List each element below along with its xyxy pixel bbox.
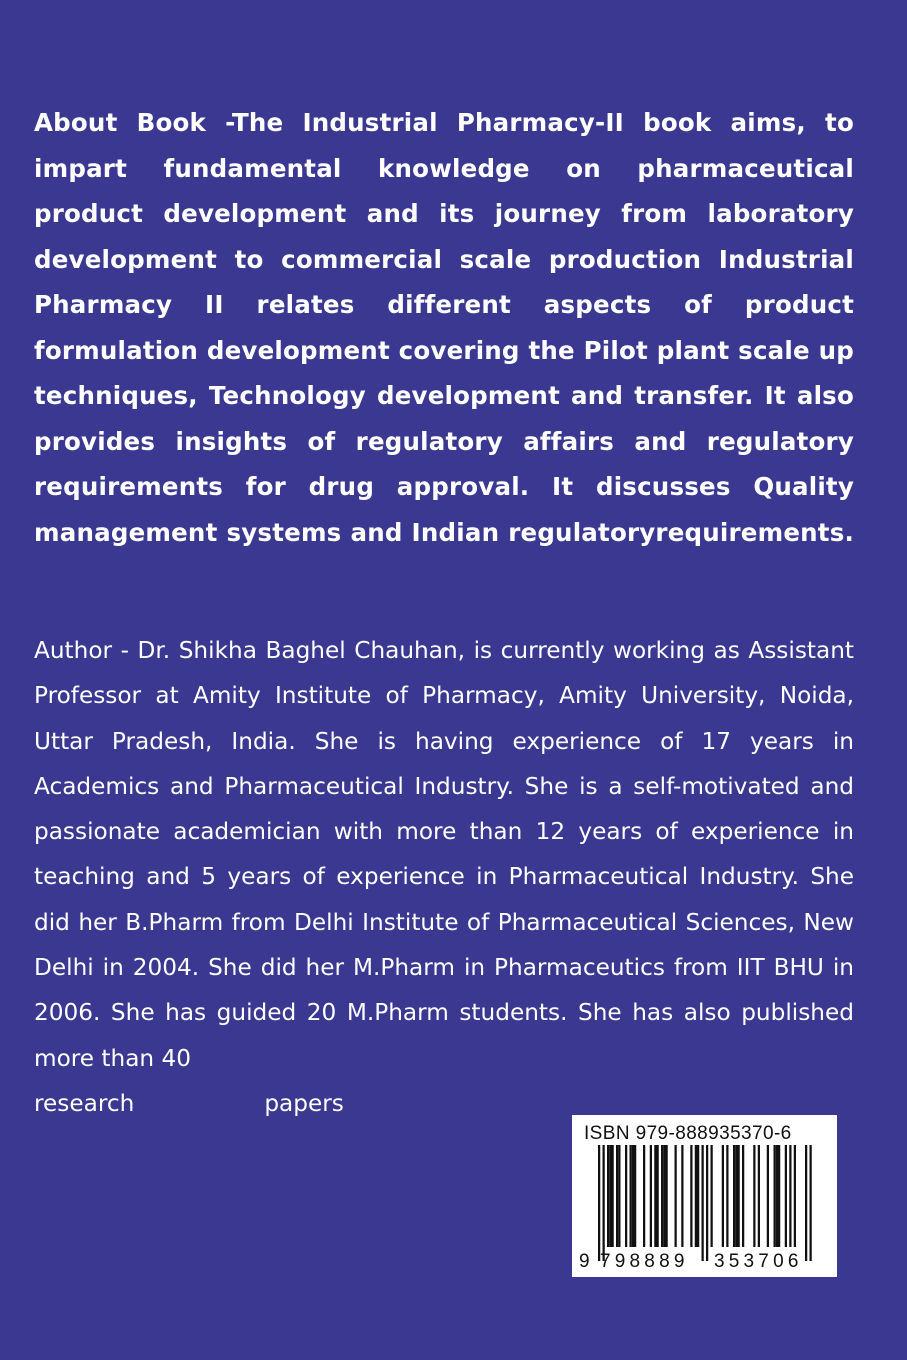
barcode-bar xyxy=(657,1145,659,1247)
barcode-bar xyxy=(789,1145,791,1247)
barcode-bar xyxy=(810,1145,812,1261)
barcode-bar xyxy=(726,1145,728,1247)
barcode-bar xyxy=(612,1145,614,1247)
barcode-digit-group-1: 798889 xyxy=(600,1251,689,1272)
author-bio-paragraph xyxy=(34,628,854,1126)
barcode-bar xyxy=(774,1145,776,1247)
barcode-bar xyxy=(758,1145,760,1247)
barcode-bar xyxy=(776,1145,778,1247)
barcode-bar xyxy=(794,1145,796,1247)
barcode-bar xyxy=(733,1145,735,1247)
barcode-bar xyxy=(702,1145,704,1261)
barcode-bar xyxy=(722,1145,724,1247)
barcode-bar xyxy=(634,1145,636,1247)
barcode-bar xyxy=(681,1145,683,1247)
barcode-bar xyxy=(805,1145,807,1261)
barcode-bar xyxy=(690,1145,692,1247)
barcode-bar xyxy=(650,1145,652,1247)
barcode-bar xyxy=(666,1145,668,1247)
about-book-paragraph: About Book -The Industrial Pharmacy-II book aims, to impart fundamental knowledge on pharmaceutical product development and its journey from laboratory development to commercial scale production Industrial Pharmacy II relates different aspects of product formulation development covering the Pilot plant scale up techniques, Technology development and transfer. It also provides insights of regulatory affairs and regulatory requirements for drug approval. It discusses Quality management systems and Indian regulatoryrequirements. xyxy=(34,108,854,547)
author-bio-text: Author - Dr. Shikha Baghel Chauhan, is currently working as Assistant Professor at Amity Institute of Pharmacy, Amity University, Noida, Uttar Pradesh, India. She is having experience of 17 years in Academics and Pharmaceutical Industry. She is a self-motivated and passionate academician with more than 12 years of experience in teaching and 5 years of experience in Pharmaceutical Industry. She did her B.Pharm from Delhi Institute of Pharmaceutical Sciences, New Delhi in 2004. She did her M.Pharm in Pharmaceutics from IIT BHU in 2006. She has guided 20 M.Pharm students. She has also published more than 40 xyxy=(34,637,854,1072)
isbn-label: ISBN 979-888935370-6 xyxy=(584,1123,792,1144)
barcode-bar xyxy=(697,1145,699,1247)
author-bio-word-papers: papers xyxy=(264,1089,344,1117)
barcode-bar xyxy=(675,1145,677,1247)
barcode-bar xyxy=(625,1145,627,1247)
barcode-bar xyxy=(618,1145,620,1247)
barcode-bar xyxy=(603,1145,605,1261)
barcode-bar xyxy=(778,1145,780,1247)
barcode-bar xyxy=(711,1145,713,1247)
barcode-bar xyxy=(630,1145,632,1247)
barcode-bar xyxy=(706,1145,708,1261)
barcode-bar xyxy=(735,1145,737,1247)
barcode-bar xyxy=(663,1145,665,1247)
barcode-digit-first: 9 xyxy=(579,1251,590,1272)
barcode-bar xyxy=(753,1145,755,1247)
barcode-bar xyxy=(598,1145,600,1261)
barcode-bar xyxy=(607,1145,609,1247)
barcode-bar xyxy=(738,1145,740,1247)
isbn-barcode xyxy=(572,1115,837,1277)
barcode-bar xyxy=(742,1145,744,1247)
barcode-bar xyxy=(785,1145,787,1247)
barcode-bar xyxy=(609,1145,611,1247)
author-bio-word-research: research xyxy=(34,1089,135,1117)
barcode-bar xyxy=(632,1145,634,1247)
barcode-bar xyxy=(695,1145,697,1247)
barcode-bar xyxy=(643,1145,645,1247)
barcode-bar xyxy=(767,1145,769,1247)
barcode-bar xyxy=(661,1145,663,1247)
barcode-bar xyxy=(616,1145,618,1247)
barcode-bar xyxy=(654,1145,656,1247)
barcode-digit-group-2: 353706 xyxy=(714,1251,803,1272)
